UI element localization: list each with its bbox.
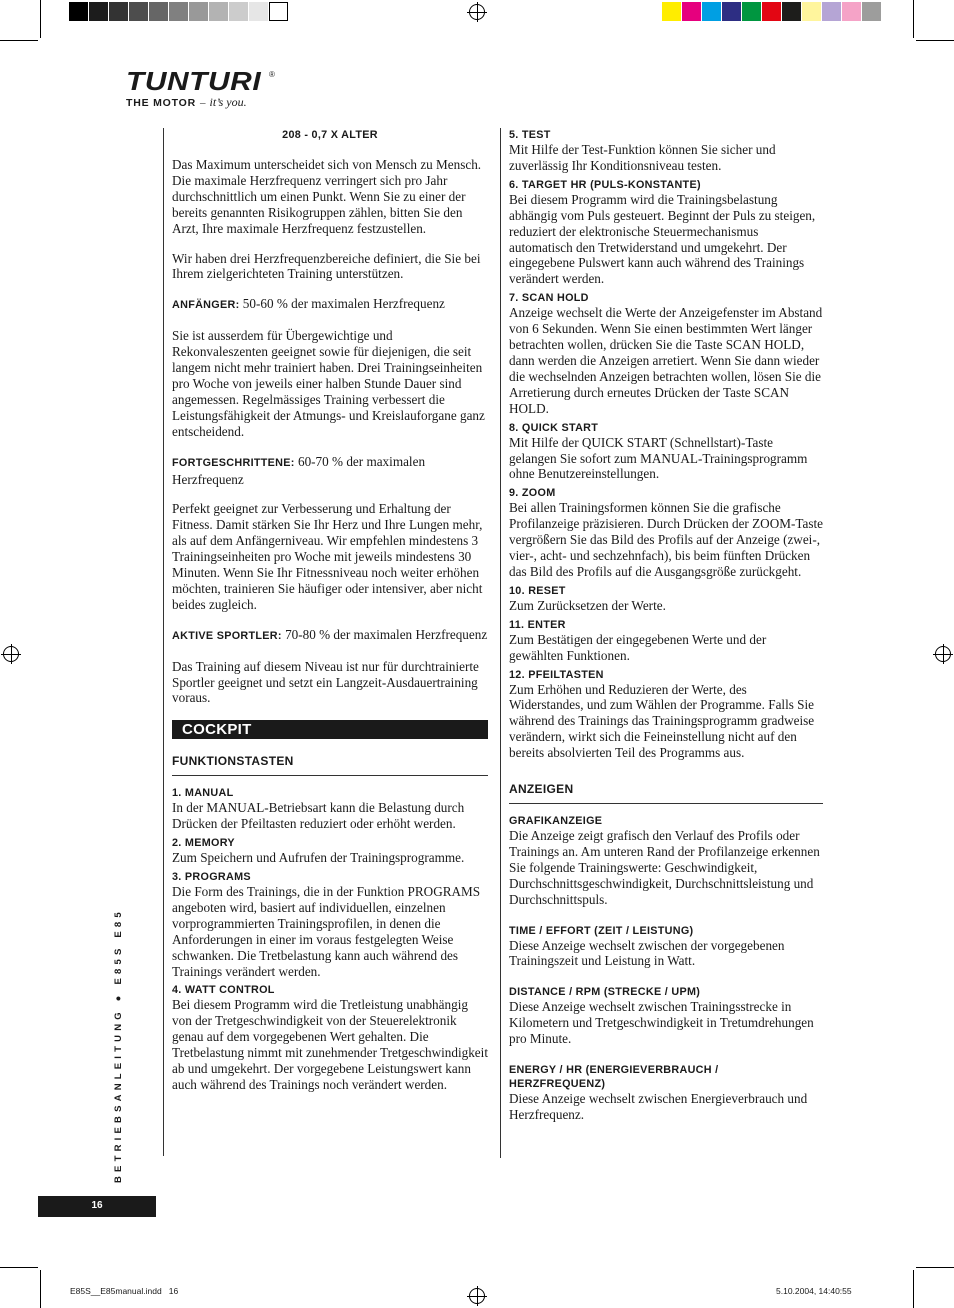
registration-mark-icon (935, 646, 951, 662)
registered-mark: ® (269, 70, 275, 79)
key-heading: 9. ZOOM (509, 487, 556, 500)
key-heading: 1. MANUAL (172, 787, 234, 800)
color-swatch (129, 2, 148, 21)
brand-tagline-dash: – (200, 97, 206, 109)
key-heading: 2. MEMORY (172, 837, 235, 850)
key-text: Mit Hilfe der QUICK START (Schnellstart)-Taste gelangen Sie sofort zum MANUAL-Trainingsprogramm ohne Benutzereinstellungen. (509, 434, 808, 482)
color-swatch (742, 2, 761, 21)
zone-label: AKTIVE SPORTLER: (172, 629, 282, 642)
page-number: 16 (91, 1200, 103, 1211)
slug-filename: E85S__E85manual.indd 16 (70, 1286, 179, 1296)
heart-rate-formula: 208 - 0,7 X ALTER (282, 129, 378, 141)
display-text: Diese Anzeige wechselt zwischen der vorgegebenen Trainingszeit und Leistung in Watt. (509, 937, 785, 969)
color-swatch (722, 2, 741, 21)
right-column-rule (500, 128, 501, 1158)
brand-tagline-b: it’s you. (209, 95, 247, 109)
right-column (509, 128, 823, 1123)
registration-mark-icon (3, 646, 19, 662)
crop-mark (913, 0, 914, 38)
crop-mark (40, 0, 41, 38)
paragraph: Sie ist ausserdem für Übergewichtige und Rekonvaleszenten geeignet sowie für diejenigen, die seit langem nicht mehr trainiert haben. Drei Trainingseinheiten pro Woche von jeweils einer halben Stunde Dauer sind angemessen. Regelmässiges Training verbessert die Leistungsfähigkeit der Atmungs- und Kreislauforgane ganz entscheidend. (172, 328, 485, 439)
color-swatch (802, 2, 821, 21)
key-text: Zum Zurücksetzen der Werte. (509, 597, 666, 613)
key-text: Die Form des Trainings, die in der Funktion PROGRAMS angeboten wird, basiert auf individuellen, einzelnen vorprogrammierten Trainingsprofilen, in denen die Anforderungen in einer im voraus festgelegten Weise schwanken. Die Tretbelastung kann auch während des Trainings verändert werden. (172, 884, 481, 979)
color-swatch (662, 2, 681, 21)
color-swatch (269, 2, 288, 21)
color-swatch (169, 2, 188, 21)
paragraph: Perfekt geeignet zur Verbesserung und Erhaltung der Fitness. Damit stärken Sie Ihr Herz und Ihre Lungen mehr, als auf dem Anfängerniveau. Wir empfehlen mindestens 3 Trainingseinheiten pro Woche mit jeweils mindestens 30 Minuten. Wenn Sie Ihr Fitnessniveau noch weiter erhöhen möchten, trainieren Sie häufiger oder intensiver, aber nicht beides zugleich. (172, 501, 483, 612)
key-heading: 4. WATT CONTROL (172, 984, 275, 997)
key-heading: 10. RESET (509, 584, 566, 597)
paragraph: Das Maximum unterscheidet sich von Mensch zu Mensch. Die maximale Herzfrequenz verringert sich pro Jahr durchschnittlich um einen Punkt. Wenn Sie zu einer der bereits genannten Risikogruppen zählen, bitten Sie den Arzt, Ihre maximale Herzfrequenz festzustellen. (172, 157, 482, 236)
color-swatch (842, 2, 861, 21)
color-swatch (209, 2, 228, 21)
display-text: Diese Anzeige wechselt zwischen Energieverbrauch und Herzfrequenz. (509, 1091, 808, 1122)
crop-mark (916, 40, 954, 41)
brand-tagline-a: THE MOTOR (126, 97, 197, 109)
color-swatch (862, 2, 881, 21)
crop-mark (913, 1270, 914, 1308)
page-number-box (38, 1196, 156, 1217)
zone-advanced (172, 454, 488, 488)
color-swatch (249, 2, 268, 21)
left-column-rule (163, 128, 164, 1156)
key-text: Zum Erhöhen und Reduzieren der Werte, des Widerstandes, und zum Wählen der Programme. Falls Sie während des Trainings das Trainingsprogramm gradweise verändern, wirkt sich die Feineinstellung nicht auf den bereits absolvierten Teil des Programms aus. (509, 681, 815, 761)
crop-mark (40, 1270, 41, 1308)
display-text: Diese Anzeige wechselt zwischen Trainingsstrecke in Kilometern und Tretgeschwindigkeit in Tretumdrehungen pro Minute. (509, 999, 814, 1047)
zone-label: ANFÄNGER: (172, 299, 240, 312)
key-text: Bei diesem Programm wird die Tretleistung unabhängig von der Tretgeschwindigkeit von der Steuerelektronik genau auf dem vorgegebenen Wert gehalten. Die Tretbelastung nimmt mit zunehmender Tretgeschwindigkeit ab und umgekehrt. Der vorgegebene Leistungswert kann auch während des Trainings noch verändert werden. (172, 997, 488, 1092)
cockpit-title: COCKPIT (182, 721, 252, 739)
key-text: Bei allen Trainingsformen können Sie die grafische Profilanzeige präzisieren. Durch Drücken der ZOOM-Taste vergrößern Sie das Bild des Profils auf der Anzeige (zwei-, vier-, acht- und sechzehnfach), bis beim fünften Drücken das Bild des Profils auf die Ausgangsgröße zurückgeht. (509, 500, 823, 579)
crop-mark (916, 1267, 954, 1268)
display-heading: ENERGY / HR (ENERGIEVERBRAUCH / (509, 1064, 719, 1077)
display-heading: GRAFIKANZEIGE (509, 815, 603, 827)
key-heading: 12. PFEILTASTEN (509, 668, 604, 681)
crop-mark (0, 40, 38, 41)
key-text: Bei diesem Programm wird die Trainingsbelastung abhängig vom Puls gesteuert. Beginnt der Puls zu steigen, reduziert der elektronische Steuermechanismus automatisch den Tretwiderstand und umgekehrt. Der eingegebene Pulswert kann auch während des Trainings verändert werden. (509, 191, 816, 287)
zone-active (172, 627, 488, 645)
key-text: Zum Bestätigen der eingegebenen Werte und der gewählten Funktionen. (509, 631, 767, 663)
key-heading: 7. SCAN HOLD (509, 292, 589, 305)
color-swatch (762, 2, 781, 21)
color-swatch (682, 2, 701, 21)
key-heading: 5. TEST (509, 129, 551, 141)
color-swatch (822, 2, 841, 21)
key-text: Anzeige wechselt die Werte der Anzeigefenster im Abstand von 6 Sekunden. Wenn Sie einen bestimmten Wert länger betrachten wollen, drücken Sie die Taste SCAN HOLD, dann werden die Anzeigen arretiert. Wenn Sie dann wieder die wechselnden Anzeigen betrachten wollen, lösen Sie die Arretierung durch erneutes Drücken der Taste SCAN HOLD. (509, 305, 823, 416)
color-swatch (189, 2, 208, 21)
display-heading: DISTANCE / RPM (STRECKE / UPM) (509, 986, 701, 999)
slug-timestamp: 5.10.2004, 14:40:55 (776, 1286, 852, 1296)
color-swatch (109, 2, 128, 21)
color-swatch (229, 2, 248, 21)
zone-beginner (172, 296, 488, 314)
section-heading: ANZEIGEN (509, 781, 823, 804)
cockpit-banner (172, 720, 488, 739)
registration-mark-icon (469, 4, 485, 20)
key-text: In der MANUAL-Betriebsart kann die Belastung durch Drücken der Pfeiltasten reduziert oder erhöht werden. (172, 800, 465, 832)
display-text: Die Anzeige zeigt grafisch den Verlauf des Profils oder Trainings an. Am unteren Rand der Profilanzeige erkennen Sie folgende Trainingswerte: Geschwindigkeit, Durchschnittsgeschwindigkeit, Durchschnittsleistung und Durchschnittspuls. (509, 828, 820, 907)
registration-mark-icon (469, 1288, 485, 1304)
left-column (172, 128, 488, 1093)
color-swatch (782, 2, 801, 21)
paragraph: Das Training auf diesem Niveau ist nur für durchtrainierte Sportler geeignet und setzt ein Langzeit-Ausdauertraining voraus. (172, 658, 479, 706)
color-swatch (89, 2, 108, 21)
paragraph: Wir haben drei Herzfrequenzbereiche definiert, die Sie bei Ihrem zielgerichteten Training unterstützen. (172, 250, 481, 282)
zone-label: FORTGESCHRITTENE: (172, 456, 295, 469)
zone-text: 50-60 % der maximalen Herzfrequenz (239, 296, 445, 312)
brand-name: TUNTURI (126, 66, 262, 96)
key-heading: 3. PROGRAMS (172, 871, 251, 883)
color-swatch (702, 2, 721, 21)
section-heading: FUNKTIONSTASTEN (172, 753, 488, 776)
process-color-bar (662, 0, 886, 23)
zone-text: 70-80 % der maximalen Herzfrequenz (281, 626, 488, 642)
brand-logo (126, 68, 286, 108)
color-swatch (149, 2, 168, 21)
key-text: Zum Speichern und Aufrufen der Trainingsprogramme. (172, 850, 465, 866)
key-heading: 8. QUICK START (509, 421, 599, 434)
color-swatch (69, 2, 88, 21)
crop-mark (0, 1267, 38, 1268)
display-heading: TIME / EFFORT (ZEIT / LEISTUNG) (509, 924, 694, 937)
gray-color-bar (69, 0, 293, 23)
key-heading: 6. TARGET HR (PULS-KONSTANTE) (509, 178, 701, 191)
display-heading: HERZFREQUENZ) (509, 1078, 606, 1091)
key-heading: 11. ENTER (509, 618, 566, 631)
key-text: Mit Hilfe der Test-Funktion können Sie sicher und zuverlässig Ihr Konditionsniveau testen. (509, 142, 776, 173)
zone-text: 60-70 % der maximalen Herzfrequenz (172, 453, 426, 487)
